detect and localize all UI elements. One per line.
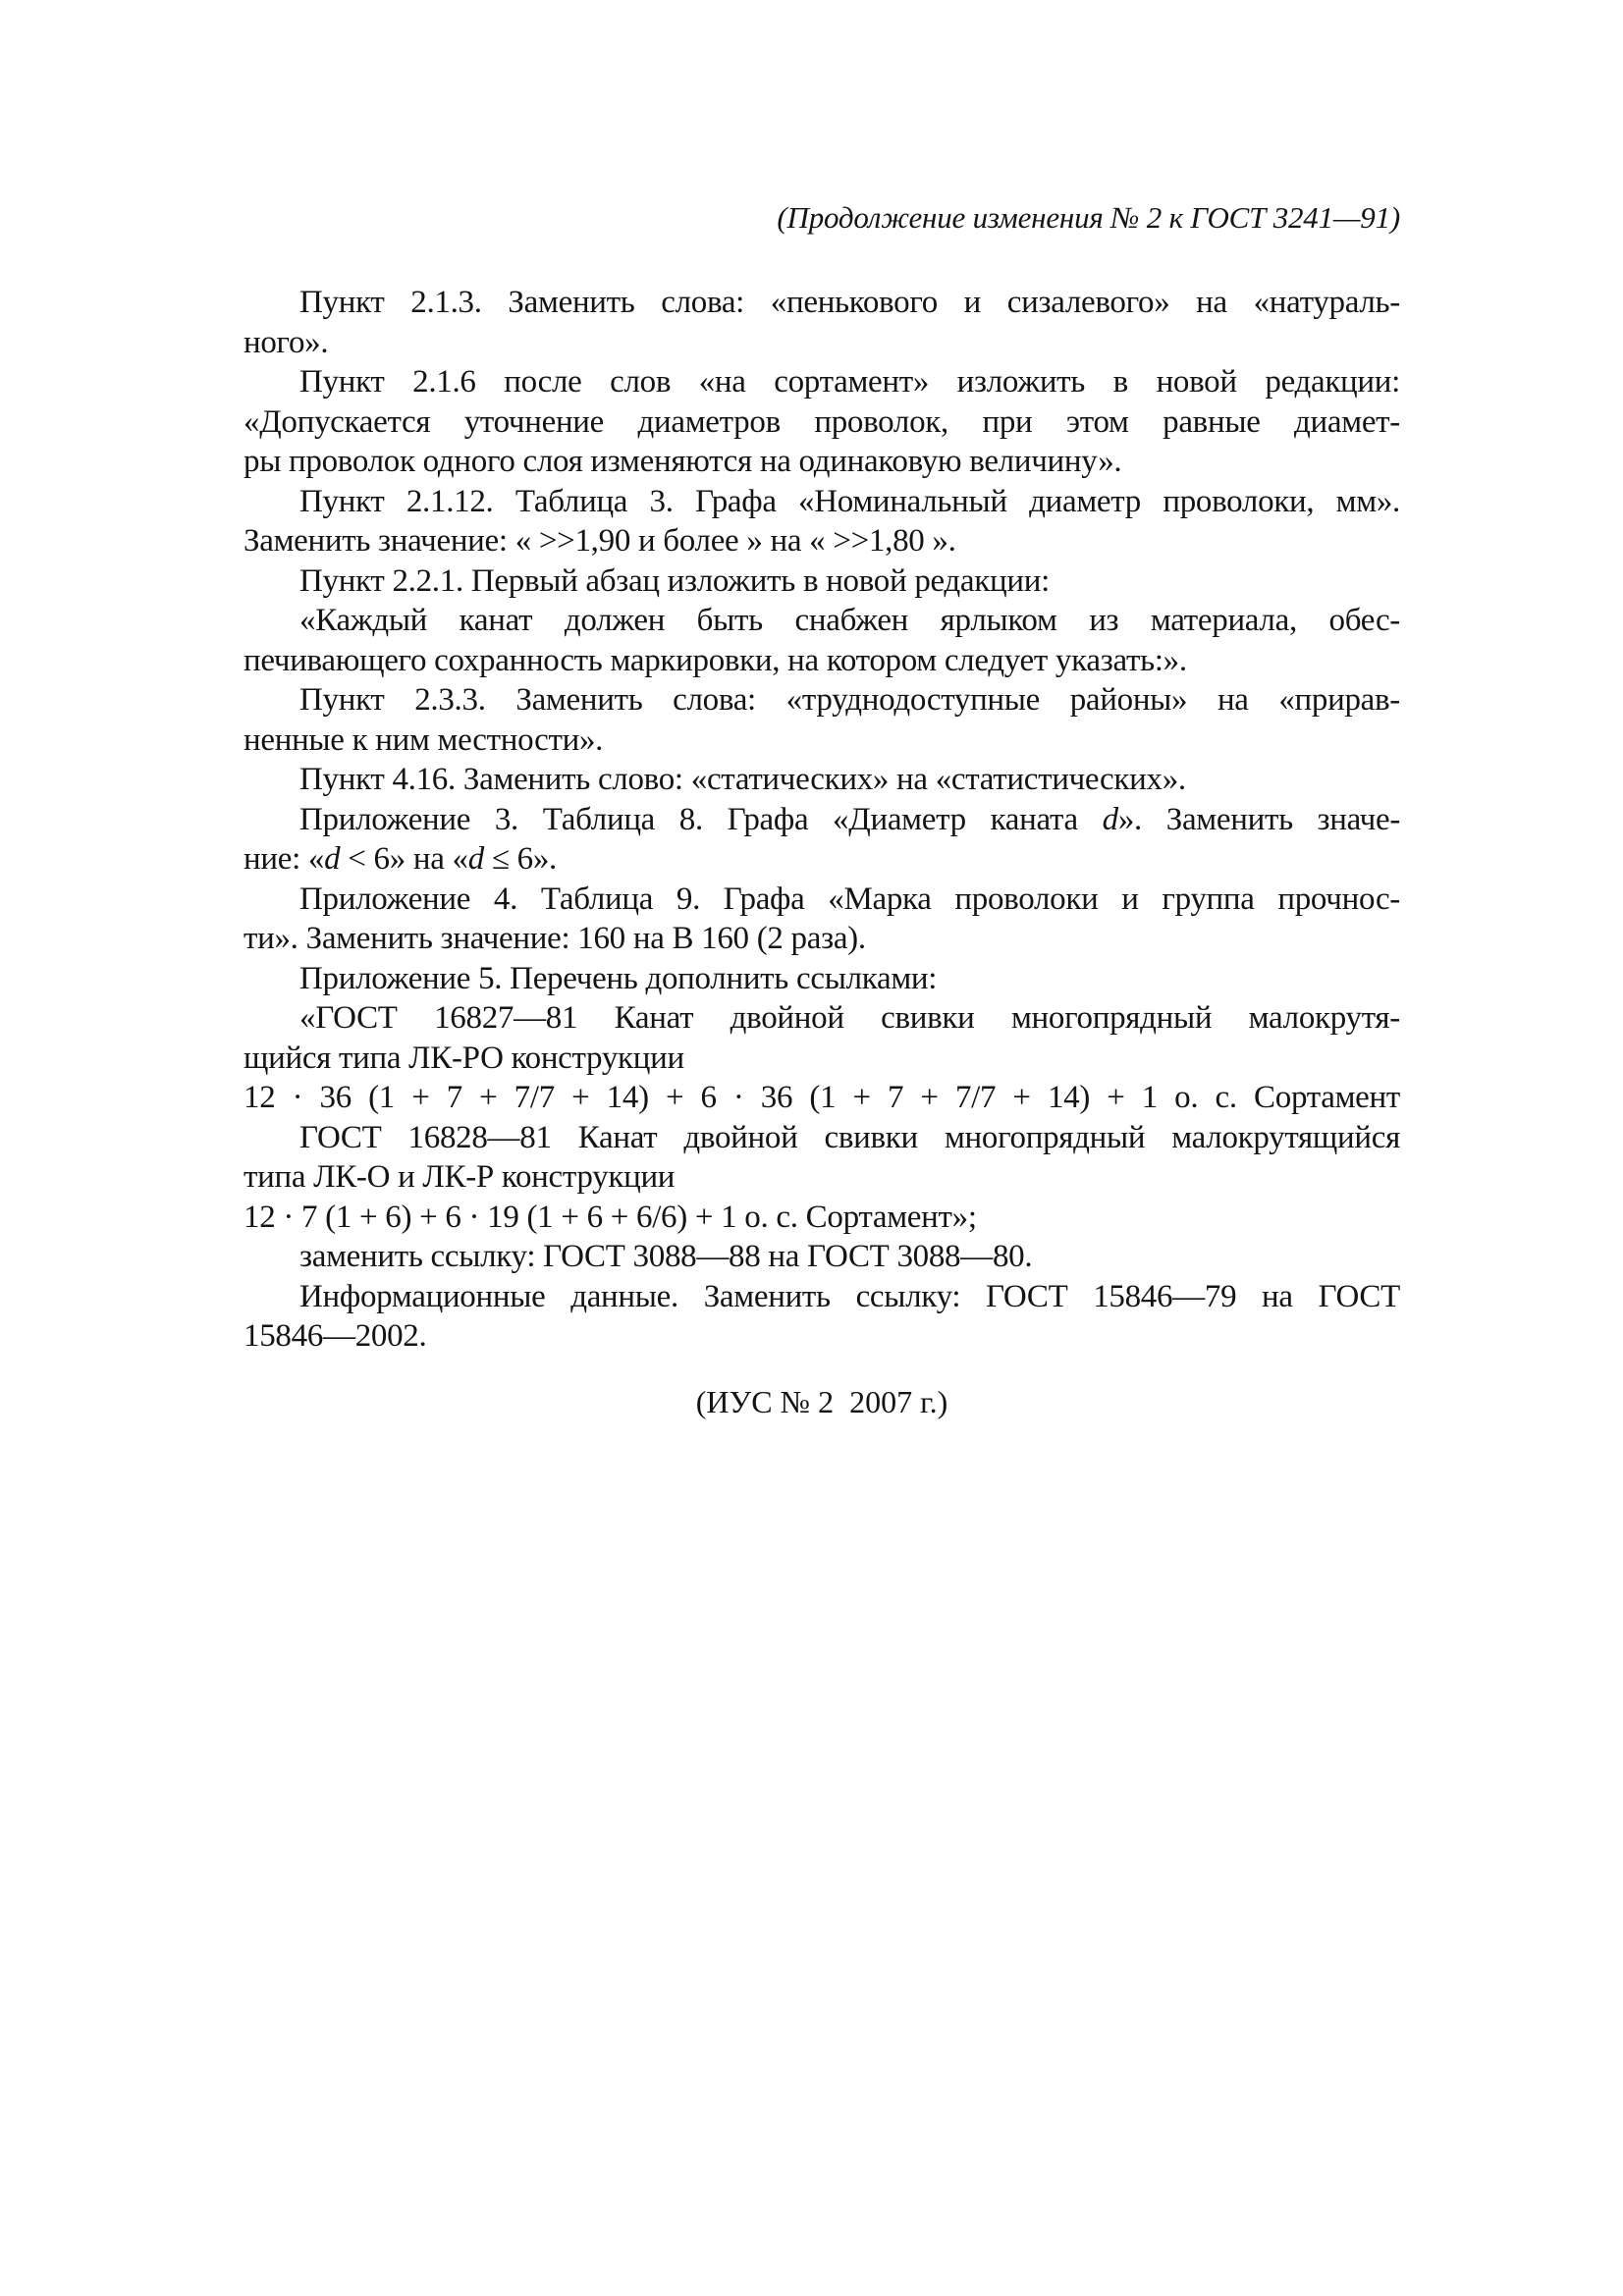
text-line: щийся типа ЛК-РО конструкции: [243, 1040, 684, 1076]
variable-italic: d: [324, 841, 341, 877]
text-line: ти». Заменить значение: 160 на В 160 (2 раза).: [243, 921, 866, 956]
text-run: ние: «: [243, 841, 325, 877]
text-run: Приложение 3. Таблица 8. Графа «Диаметр каната: [299, 801, 1103, 837]
text-run: ≤ 6».: [483, 841, 557, 877]
text-line: 12 · 36 (1 + 7 + 7/7 + 14) + 6 · 36 (1 + 7 + 7/7 + 14) + 1 о. с. Сортамент: [243, 1080, 1400, 1115]
variable-italic: d: [467, 841, 484, 877]
text-line: 12 · 7 (1 + 6) + 6 · 19 (1 + 6 + 6/6) + 1 о. с. Сортамент»;: [243, 1199, 977, 1235]
text-line: Пункт 2.2.1. Первый абзац изложить в новой редакции:: [299, 562, 1050, 599]
text-run: < 6» на «: [340, 841, 468, 877]
text-line: Пункт 4.16. Заменить слово: «статических» на «статистических».: [299, 762, 1186, 797]
text-line: Приложение 4. Таблица 9. Графа «Марка проволоки и группа прочнос-: [299, 881, 1400, 917]
document-body: [243, 283, 1400, 1357]
text-line: «Допускается уточнение диаметров проволок, при этом равные диамет-: [243, 403, 1400, 440]
text-line: [243, 800, 1400, 840]
text-line: заменить ссылку: ГОСТ 3088—88 на ГОСТ 3088—80.: [299, 1239, 1033, 1274]
text-line: ГОСТ 16828—81 Канат двойной свивки многопрядный малокрутящийся: [299, 1119, 1400, 1155]
text-line: Информационные данные. Заменить ссылку: ГОСТ 15846—79 на ГОСТ: [299, 1278, 1400, 1314]
document-footer: (ИУС № 2 2007 г.): [695, 1384, 948, 1419]
text-line: Пункт 2.3.3. Заменить слова: «труднодоступные районы» на «прирав-: [299, 682, 1400, 718]
text-line: Пункт 2.1.6 после слов «на сортамент» изложить в новой редакции:: [299, 364, 1400, 400]
text-line: Приложение 5. Перечень дополнить ссылками:: [299, 960, 938, 996]
text-line: типа ЛК-О и ЛК-Р конструкции: [243, 1159, 676, 1195]
text-line: ненные к ним местности».: [243, 721, 604, 758]
text-line: печивающего сохранность маркировки, на котором следует указать:».: [243, 642, 1187, 678]
text-line: Заменить значение: « >>1,90 и более » на « >>1,80 ».: [243, 523, 956, 559]
text-line: «ГОСТ 16827—81 Канат двойной свивки многопрядный малокрутя-: [299, 1000, 1400, 1036]
text-line: ного».: [243, 324, 329, 360]
document-header: (Продолжение изменения № 2 к ГОСТ 3241—91): [777, 200, 1400, 235]
text-line: ры проволок одного слоя изменяются на одинаковую величину».: [243, 444, 1122, 479]
text-line: «Каждый канат должен быть снабжен ярлыком из материала, обес-: [299, 603, 1400, 638]
text-run: ». Заменить значе-: [1117, 801, 1401, 837]
text-line: [243, 839, 1400, 880]
text-line: Пункт 2.1.3. Заменить слова: «пенькового и сизалевого» на «натураль-: [299, 285, 1400, 320]
text-line: Пункт 2.1.12. Таблица 3. Графа «Номинальный диаметр проволоки, мм».: [299, 483, 1400, 519]
text-line: 15846—2002.: [243, 1318, 427, 1354]
variable-italic: d: [1102, 801, 1118, 837]
